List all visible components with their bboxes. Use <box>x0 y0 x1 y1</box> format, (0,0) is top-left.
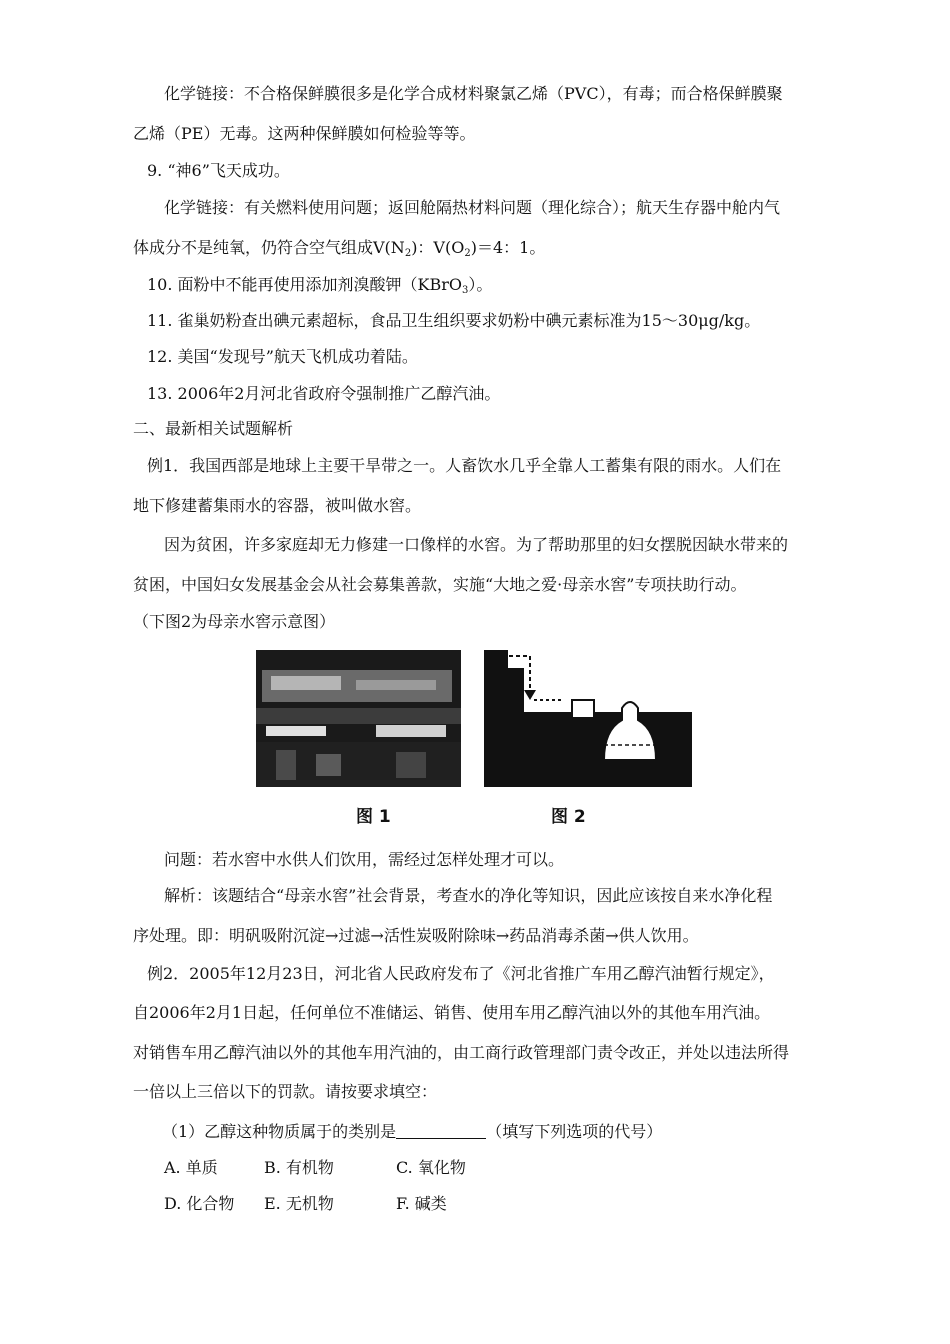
question-line <box>0 1122 950 1142</box>
text-line: 自2006年2月1日起，任何单位不准储运、销售、使用车用乙醇汽油以外的其他车用汽油。 <box>133 1003 771 1022</box>
list-item: 9. “神6”飞天成功。 <box>147 161 290 180</box>
option-b: B. 有机物 <box>264 1158 334 1177</box>
text-line: 一倍以上三倍以下的罚款。请按要求填空： <box>133 1082 438 1101</box>
question-text: （填写下列选项的代号） <box>486 1122 663 1141</box>
option-a: A. 单质 <box>164 1158 218 1177</box>
subscript: 2 <box>404 248 412 259</box>
text-line: （下图2为母亲水窖示意图） <box>133 612 336 631</box>
text-fragment: 体成分不是纯氧，仍符合空气组成V(N <box>133 238 405 257</box>
option-e: E. 无机物 <box>264 1194 334 1213</box>
figure-1-photo <box>256 650 461 787</box>
list-item <box>0 275 950 301</box>
text-line: 因为贫困，许多家庭却无力修建一口像样的水窖。为了帮助那里的妇女摆脱因缺水带来的 <box>164 535 789 554</box>
option-d: D. 化合物 <box>164 1194 235 1213</box>
figure-1-caption: 图 1 <box>356 807 391 827</box>
text-line: 例2．2005年12月23日，河北省人民政府发布了《河北省推广车用乙醇汽油暂行规定》， <box>147 964 775 983</box>
text-fragment: ）。 <box>468 275 493 294</box>
option-c: C. 氧化物 <box>396 1158 466 1177</box>
figure-2-diagram <box>484 650 692 787</box>
text-line: 解析：该题结合“母亲水窖”社会背景，考查水的净化等知识，因此应该按自来水净化程 <box>164 886 773 905</box>
text-fragment: )：V(O <box>411 238 465 257</box>
options-row <box>0 1194 950 1214</box>
text-line <box>0 238 950 264</box>
question-text: （1）乙醇这种物质属于的类别是 <box>162 1122 397 1141</box>
figure-2-caption: 图 2 <box>551 807 586 827</box>
subscript: 2 <box>464 248 471 259</box>
list-item: 13. 2006年2月河北省政府令强制推广乙醇汽油。 <box>147 384 501 403</box>
text-line: 序处理。即：明矾吸附沉淀→过滤→活性炭吸附除味→药品消毒杀菌→供人饮用。 <box>133 926 699 945</box>
text-line: 对销售车用乙醇汽油以外的其他车用汽油的，由工商行政管理部门责令改正，并处以违法所得 <box>133 1043 790 1062</box>
list-item: 12. 美国“发现号”航天飞机成功着陆。 <box>147 347 418 366</box>
text-fragment: )＝4：1。 <box>470 238 546 257</box>
text-fragment: 10. 面粉中不能再使用添加剂溴酸钾（KBrO <box>147 275 463 294</box>
text-line: 例1．我国西部是地球上主要干旱带之一。人畜饮水几乎全靠人工蓄集有限的雨水。人们在 <box>147 456 782 475</box>
text-line: 化学链接：有关燃料使用问题；返回舱隔热材料问题（理化综合）；航天生存器中舱内气 <box>164 198 781 217</box>
options-row <box>0 1158 950 1178</box>
text-line: 乙烯（PE）无毒。这两种保鲜膜如何检验等等。 <box>133 124 476 143</box>
text-line: 贫困，中国妇女发展基金会从社会募集善款，实施“大地之爱·母亲水窖”专项扶助行动。 <box>133 575 747 594</box>
text-line: 地下修建蓄集雨水的容器，被叫做水窖。 <box>133 496 422 515</box>
text-line: 问题：若水窖中水供人们饮用，需经过怎样处理才可以。 <box>164 850 565 869</box>
text-line: 化学链接：不合格保鲜膜很多是化学合成材料聚氯乙烯（PVC），有毒；而合格保鲜膜聚 <box>164 84 783 103</box>
figure-group <box>256 650 696 830</box>
subscript: 3 <box>462 285 469 296</box>
option-f: F. 碱类 <box>396 1194 447 1213</box>
list-item: 11. 雀巢奶粉查出碘元素超标，食品卫生组织要求奶粉中碘元素标准为15～30μg/kg。 <box>147 311 761 330</box>
section-heading: 二、最新相关试题解析 <box>133 419 294 438</box>
answer-blank[interactable] <box>396 1124 486 1139</box>
